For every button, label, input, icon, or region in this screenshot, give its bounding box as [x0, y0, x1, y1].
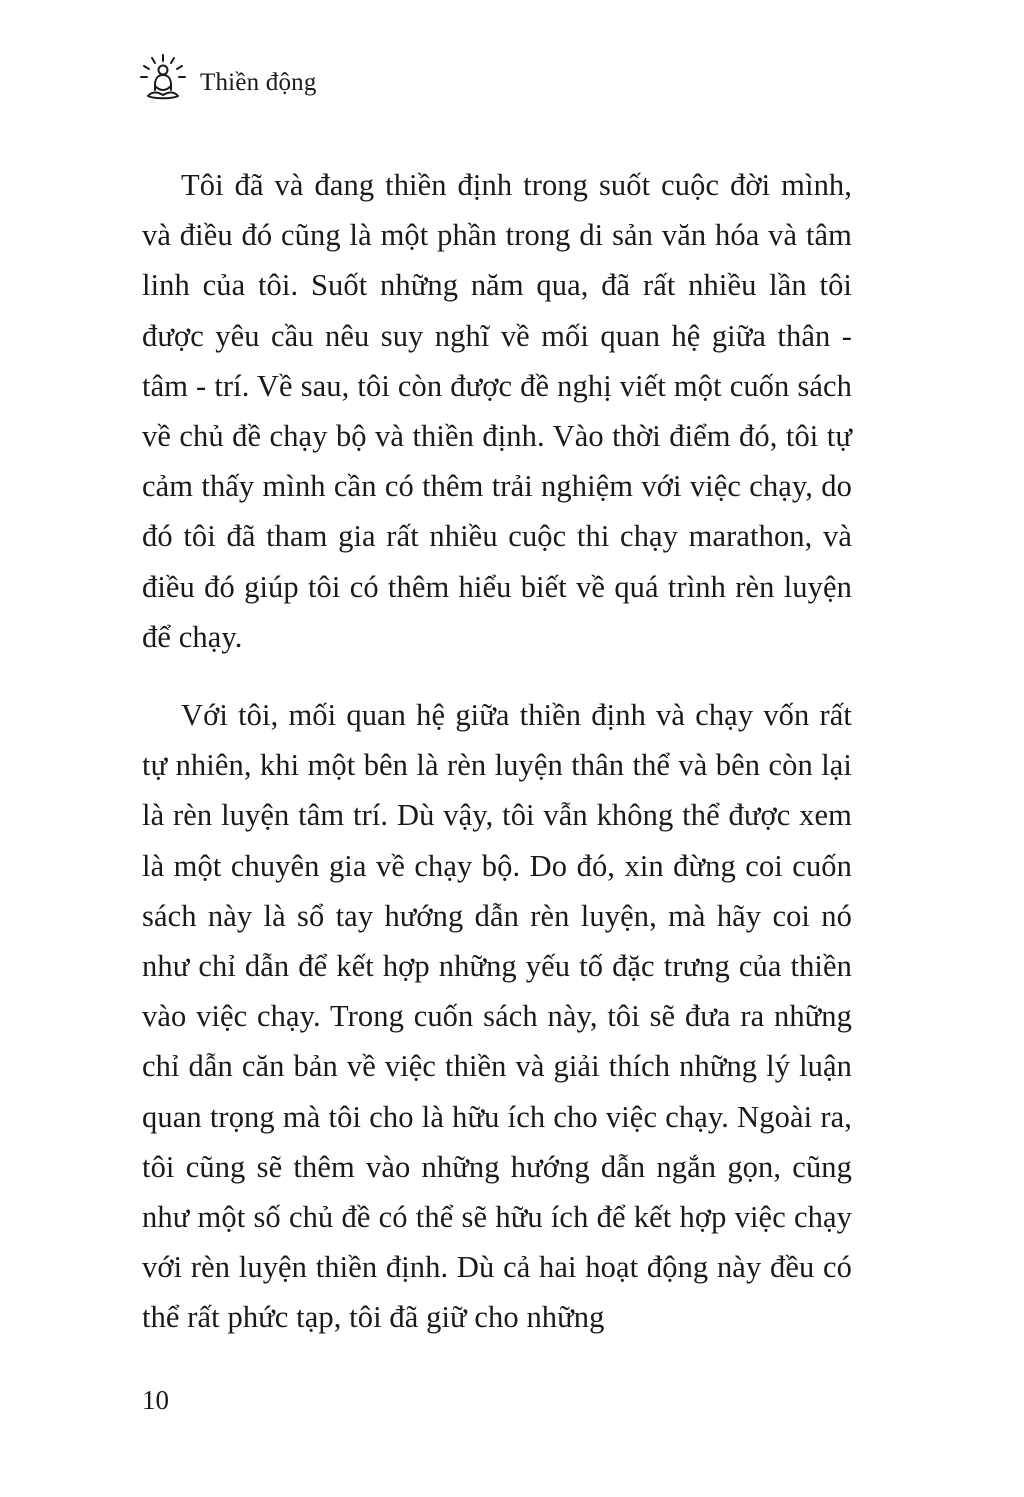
running-header: [138, 52, 317, 104]
body-text: [142, 160, 852, 1371]
paragraph-1: Tôi đã và đang thiền định trong suốt cuộc đời mình, và điều đó cũng là một phần trong di sản văn hóa và tâm linh của tôi. Suốt những năm qua, đã rất nhiều lần tôi được yêu cầu nêu suy nghĩ về mối quan hệ giữa thân - tâm - trí. Về sau, tôi còn được đề nghị viết một cuốn sách về chủ đề chạy bộ và thiền định. Vào thời điểm đó, tôi tự cảm thấy mình cần có thêm trải nghiệm với việc chạy, do đó tôi đã tham gia rất nhiều cuộc thi chạy marathon, và điều đó giúp tôi có thêm hiểu biết về quá trình rèn luyện để chạy.: [142, 168, 852, 654]
page-number: 10: [142, 1385, 169, 1415]
paragraph-2: Với tôi, mối quan hệ giữa thiền định và chạy vốn rất tự nhiên, khi một bên là rèn luyện thân thể và bên còn lại là rèn luyện tâm trí. Dù vậy, tôi vẫn không thể được xem là một chuyên gia về chạy bộ. Do đó, xin đừng coi cuốn sách này là sổ tay hướng dẫn rèn luyện, mà hãy coi nó như chỉ dẫn để kết hợp những yếu tố đặc trưng của thiền vào việc chạy. Trong cuốn sách này, tôi sẽ đưa ra những chỉ dẫn căn bản về việc thiền và giải thích những lý luận quan trọng mà tôi cho là hữu ích cho việc chạy. Ngoài ra, tôi cũng sẽ thêm vào những hướng dẫn ngắn gọn, cũng như một số chủ đề có thể sẽ hữu ích để kết hợp việc chạy với rèn luyện thiền định. Dù cả hai hoạt động này đều có thể rất phức tạp, tôi đã giữ cho những: [142, 698, 852, 1335]
meditating-figure-icon: [138, 52, 188, 104]
running-header-title: Thiền động: [200, 69, 317, 96]
